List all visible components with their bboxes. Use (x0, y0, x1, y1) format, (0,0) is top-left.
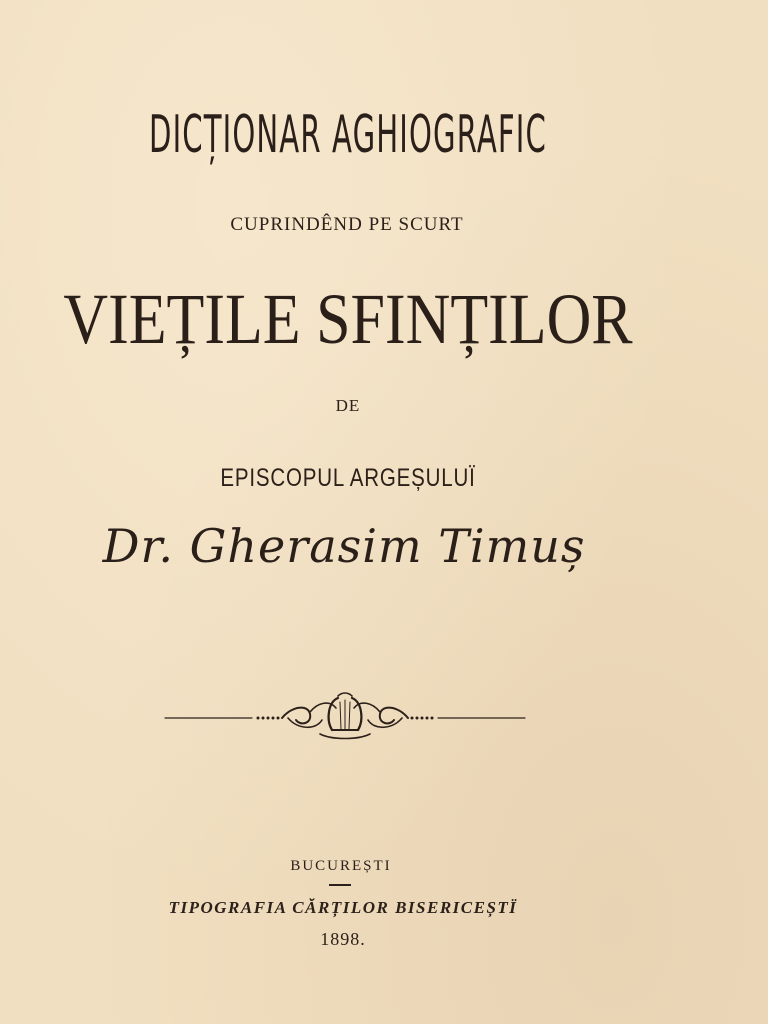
divider-rule (329, 884, 351, 886)
by-line: DE (335, 396, 361, 415)
subheading: CUPRINDÊND PE SCURT (230, 214, 464, 235)
year: 1898. (320, 929, 366, 949)
city: BUCUREȘTI (290, 858, 392, 874)
author-title: EPISCOPUL ARGEȘULUÏ (220, 464, 476, 492)
printer: TIPOGRAFIA CĂRȚILOR BISERICEȘTÏ (168, 898, 518, 917)
main-title: VIEȚILE SFINȚILOR (63, 279, 633, 359)
heading: DICȚIONAR AGHIOGRAFIC (149, 105, 547, 165)
author-name: Dr. Gherasim Timuș (102, 519, 586, 573)
lyre-scroll-ornament-icon (160, 690, 530, 742)
